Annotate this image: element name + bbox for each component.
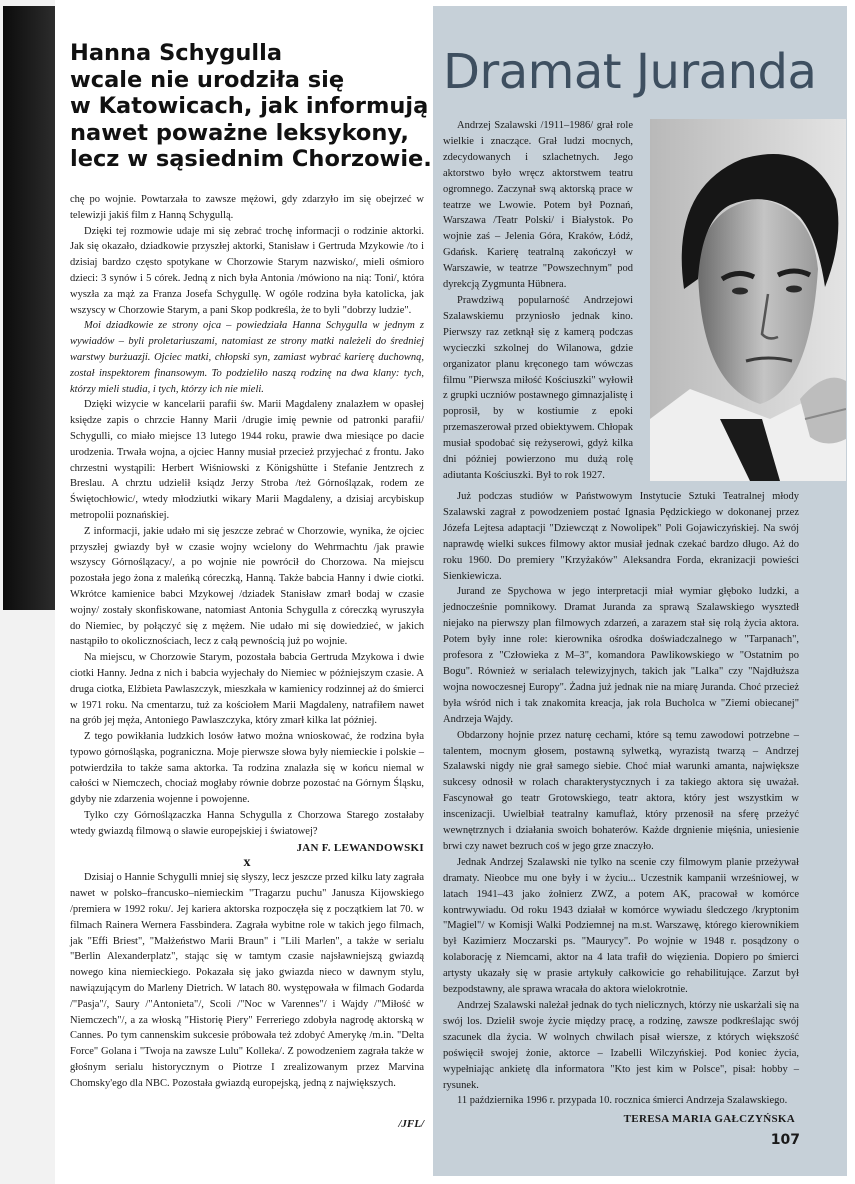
author-signature: JAN F. LEWANDOWSKI (296, 841, 424, 854)
paragraph: Już podczas studiów w Państwowym Instytucie Sztuki Teatralnej młody Szalawski zagrał z powodzeniem postać Ignasia Pędzickiego w dokonanej przez Józefa Lejtesa adaptacji "Dziewcząt z Nowolipek" Poli Gojawiczyńskiej. Na swój naprawdę wielki sukces filmowy aktor musiał jednak czekać bardzo długo. Aż do roku 1960. Do premiery "Krzyżaków" Aleksandra Forda, ekranizacji powieści Sienkiewicza. (443, 491, 799, 582)
left-dark-band (3, 6, 55, 610)
paragraph: Na miejscu, w Chorzowie Starym, pozostała babcia Gertruda Mzykowa i dwie ciotki Hanny. Jedna z nich i babcia wyjechały do Niemiec w późniejszym czasie. A druga ciotka, Elżbieta Pawlaszczyk, mieszkała w kamienicy rodzinnej aż do śmierci w 1971 roku. Na cmentarzu, tuż za kościołem Marii Magdaleny, natrafiłem nawet na grób jej męża, Antoniego Pawlaszczyka, który zmarł kilka lat później. (70, 652, 424, 727)
paragraph: Andrzej Szalawski należał jednak do tych nielicznych, którzy nie uskarżali się na swój los. Dzielił swoje życie między pracę, a rodzinę, zawsze podkreślając swój szacunek dla życia. W wolnych chwilach pisał wiersze, z których większość poświęcił swojej żonie, aktorce – Izabelli Wilczyńskiej. Pod koniec życia, wypełniając ankietę dla informatora "Kto jest kim w Polsce", pisał: hobby – rysunek. (443, 1000, 799, 1091)
headline-line: w Katowicach, jak informują (70, 93, 429, 119)
paragraph-quote: Moi dziadkowie ze strony ojca – powiedziała Hanna Schygulla w jednym z wywiadów – byli proletariuszami, natomiast ze strony matki należeli do średniej warstwy burżuazji. Ojciec matki, chłopski syn, zamiast wybrać karierę duchowną, został inspektorem finansowym. To podzieliło naszą rodzinę na dwa klany: tych, którzy mieli studia, i tych, którzy ich nie mieli. (70, 320, 424, 395)
section-separator: x (243, 855, 251, 871)
paragraph: Prawdziwą popularność Andrzejowi Szalawskiemu przyniosło jednak kino. Pierwszy raz zetknął się z kamerą podczas wycieczki szkolnej do Wilanowa, gdzie organizator planu kręconego tam wówczas filmu "Pierwsza miłość Kościuszki" wyłowił z grupki uczniów postawnego gimnazjalistę i poprosił, by w kostiumie z epoki przemaszerował przed obiektywem. Chłopak musiał spodobać się reżyserowi, gdyż kilka dni później powierzono mu dużą rolę adiutanta Kościuszki. Był to rok 1927. (443, 294, 633, 481)
right-author-signature: TERESA MARIA GAŁCZYŃSKA (623, 1113, 795, 1125)
left-article-headline (70, 40, 432, 173)
actor-portrait-photo (650, 119, 846, 481)
headline-line: nawet poważne leksykony, (70, 119, 409, 146)
paragraph: Z informacji, jakie udało mi się jeszcze zebrać w Chorzowie, wynika, że ojciec przyszłej gwiazdy był w czasie wojny wcielony do Wehrmachtu /jak prawie wszyscy Górnoślązacy/, a po wojnie nie powrócił do Chorzowa. Na miejscu pozostała jego żona z maleńką córeczką, Hanną. Także babcia Hanny i dwie ciotki. Wkrótce kamienice babci Mzykowej /dziadek Stanisław zmarł bodaj w czasie wojny/ zostały skonfiskowane, natomiast Antonia Schygulla z córeczką wyruszyła do Niemiec, by połączyć się z mężem. Nie udało mi się dowiedzieć, w jakich nastąpiło to okolicznościach, lecz z całą pewnością już po wojnie. (70, 525, 424, 648)
paragraph: 11 października 1996 r. przypada 10. rocznica śmierci Andrzeja Szalawskiego. (457, 1095, 788, 1107)
right-article-body (443, 489, 799, 1109)
left-article-body (70, 192, 424, 1092)
headline-line: lecz w sąsiednim Chorzowie. (70, 146, 432, 172)
paragraph: Dzisiaj o Hannie Schygulli mniej się słyszy, lecz jeszcze przed kilku laty zagrała nawet w polsko–francusko–niemieckim "Tragarzu puchu" Janusza Kijowskiego /premiera w 1992 roku/. Jej kariera aktorska rozpoczęła się z początkiem lat 70. w filmach Rainera Wernera Fassbindera. Zagrała wybitne role w takich jego filmach, jak "Effi Briest", "Małżeństwo Marii Braun" i "Lili Marlen", a także w serialu "Berlin Alexanderplatz", stając się w tamtym czasie najsławniejszą gwiazdą nowego kina niemieckiego. Pokazała się jako gwiazda nieco w dawnym stylu, nawiązującym do Marleny Dietrich. W latach 80. występowała w filmach Godarda /"Pasja"/, Saury /"Antonieta"/, Scoli /"Noc w Varennes"/ i Wajdy /"Miłość w Niemczech"/, a za włoską "Historię Piery" Ferreriego zdobyła nagrodę aktorską w Cannes. Po tym cannenskim sukcesie próbowała też zdobyć Amerykę /m.in. "Delta Force" Golana i "Twoja na zawsze Lulu" Kolleka/. Z powodzeniem zagrała także w głośnym serialu historycznym o Piotrze I zrealizowanym przez Marvina Chomsky'ego dla NBC. Pozostała gwiazdą europejską, jedną z największych. (70, 872, 424, 1089)
paragraph: Obdarzony hojnie przez naturę cechami, które są temu zawodowi potrzebne – talentem, mocnym głosem, postawną sylwetką, wyrazistą twarzą – Andrzej Szalawski nigdy nie grał samego siebie. Choć miał warunki amanta, największe sukcesy odnosił w rolach charakterystycznych i za takiego aktora się uważał. Fascynował go teatr Grotowskiego, teatr aktora, który jest wszystkim w inscenizacji. Uwielbiał teatralny kamuflaż, który przenosił na sferę przeżyć wewnętrznych i działania swoich bohaterów. Każde drgnienie mięśnia, uniesienie brwi czy nawet bezruch coś w jego grze znaczyło. (443, 729, 799, 852)
right-article-intro (443, 118, 633, 484)
paragraph: chę po wojnie. Powtarzała to zawsze mężowi, gdy zdarzyło im się obejrzeć w telewizji jakiś film z Hanną Schygullą. (70, 194, 424, 221)
left-margin-strip (0, 0, 55, 1184)
page-number: 107 (770, 1132, 800, 1148)
paragraph: Dzięki wizycie w kancelarii parafii św. Marii Magdaleny znalazłem w opasłej księdze zapis o chrzcie Hanny Marii /drugie imię pewnie od patronki parafii/ Schygulli, co miało miejsce 13 lutego 1944 roku, prawie dwa miesiące po dacie urodzenia. Trwała wojna, a ojciec Hanny musiał przecież przyjechać z frontu. Jako chrzestni wystąpili: Herbert Wiśniowski z Königshütte i Stefanie Jentzrech z Breslau. A chrztu udzielił ksiądz Jerzy Stroba /też Górnoślązak, rodem ze Świętochłowic/, wtedy młodziutki wikary Marii Magdaleny, a dzisiaj arcybiskup metropolii poznańskiej. (70, 399, 424, 521)
headline-line: wcale nie urodziła się (70, 66, 345, 93)
paragraph: Jednak Andrzej Szalawski nie tylko na scenie czy filmowym planie przeżywał dramaty. Nieobce mu one były i w życiu... Uczestnik kampanii wrześniowej, w latach 1941–43 jako żołnierz ZWZ, a potem AK, pracował w komórce kontrwywiadu. Od roku 1943 działał w komórce wywiadu śledczego /kryptonim "Magiel"/ w Komisji Walki Podziemnej na m.st. Warszawę, którego kierownikiem był Kazimierz Moczarski ps. "Maurycy". Po wojnie w 1948 r. posądzony o kolaborację z Niemcami, aktor na 4 lata trafił do więzienia. Dopiero po śmierci artysty ukazały się w prasie artykuły całkowicie go rehabilitujące. Zarzut był bezpodstawny, ale sprawa wracała do aktora wielokrotnie. (443, 856, 799, 996)
portrait-illustration (650, 119, 846, 481)
paragraph: Andrzej Szalawski /1911–1986/ grał role wielkie i znaczące. Grał ludzi mocnych, zdecydowanych i szlachetnych. Jego aktorstwo było wręcz aktorstwem teatru ogromnego. Zaczynał swą aktorską prace w teatrze we Lwowie. Potem był Poznań, Warszawa /Teatr Polski/ i Białystok. Po wojnie zaś – Jelenia Góra, Kraków, Łódź, Gdańsk. Karierę teatralną zakończył w Warszawie, w teatrze "Powszechnym" pod dyrekcją Zygmunta Hübnera. (443, 120, 633, 291)
author-initials: /JFL/ (398, 1118, 424, 1130)
right-article-title: Dramat Juranda (443, 44, 817, 100)
headline-line: Hanna Schygulla (70, 40, 283, 66)
paragraph: Dzięki tej rozmowie udaje mi się zebrać trochę informacji o rodzinie aktorki. Jak się okazało, dziadkowie przyszłej aktorki, Stanisław i Gertruda Mzykowie /to i dzisiaj bardzo często spotykane w Chorzowie Starym nazwisko/, mieli ośmioro dzieci: 3 synów i 5 córek. Jedną z nich była Antonia /mówiono na nią: Toni/, która wyszła za mąż za Franza Josefa Schygullę. W ogóle rodzina była katolicka, jak wszyscy w Chorzowie Starym, a pani Skop podkreśla, że to byli "dobrzy ludzie". (70, 225, 424, 316)
paragraph: Tylko czy Górnoślązaczka Hanna Schygulla z Chorzowa Starego zostałaby wtedy gwiazdą filmową o sławie europejskiej i światowej? (70, 810, 424, 837)
paragraph: Z tego powikłania ludzkich losów łatwo można wnioskować, że rodzina była typowo górnośląska, pograniczna. Moje pierwsze słowa były niemieckie i polskie – potwierdziła to także sama aktorka. Ta rodzina znalazła się w końcu niemal w całości w Niemczech, chociaż mogłaby równie dobrze pozostać na Górnym Śląsku, gdyby nie zdarzenia wojenne i powojenne. (70, 731, 424, 806)
paragraph: Jurand ze Spychowa w jego interpretacji miał wymiar głęboko ludzki, a jednocześnie pomnikowy. Dramat Juranda za sprawą Szalawskiego wysztedł niejako na pierwszy plan filmowych zdarzeń, a zarazem stał się rolą życia aktora. Potem były inne role: kierownika ośrodka doświadczalnego w "Tarpanach", profesora z "Człowieka z M–3", komandora Pawlikowskiego w "Ostatnim po Bogu". Również w serialach telewizyjnych, takich jak "Lalka" czy "Najdłuższa wojna nowoczesnej Europy". Żadna już jednak nie na miarę Juranda. Choć przecież była wśród nich i tak znakomita kreacja, jak rola Bucholca w "Ziemi obiecanej" Andrzeja Wajdy. (443, 586, 799, 725)
